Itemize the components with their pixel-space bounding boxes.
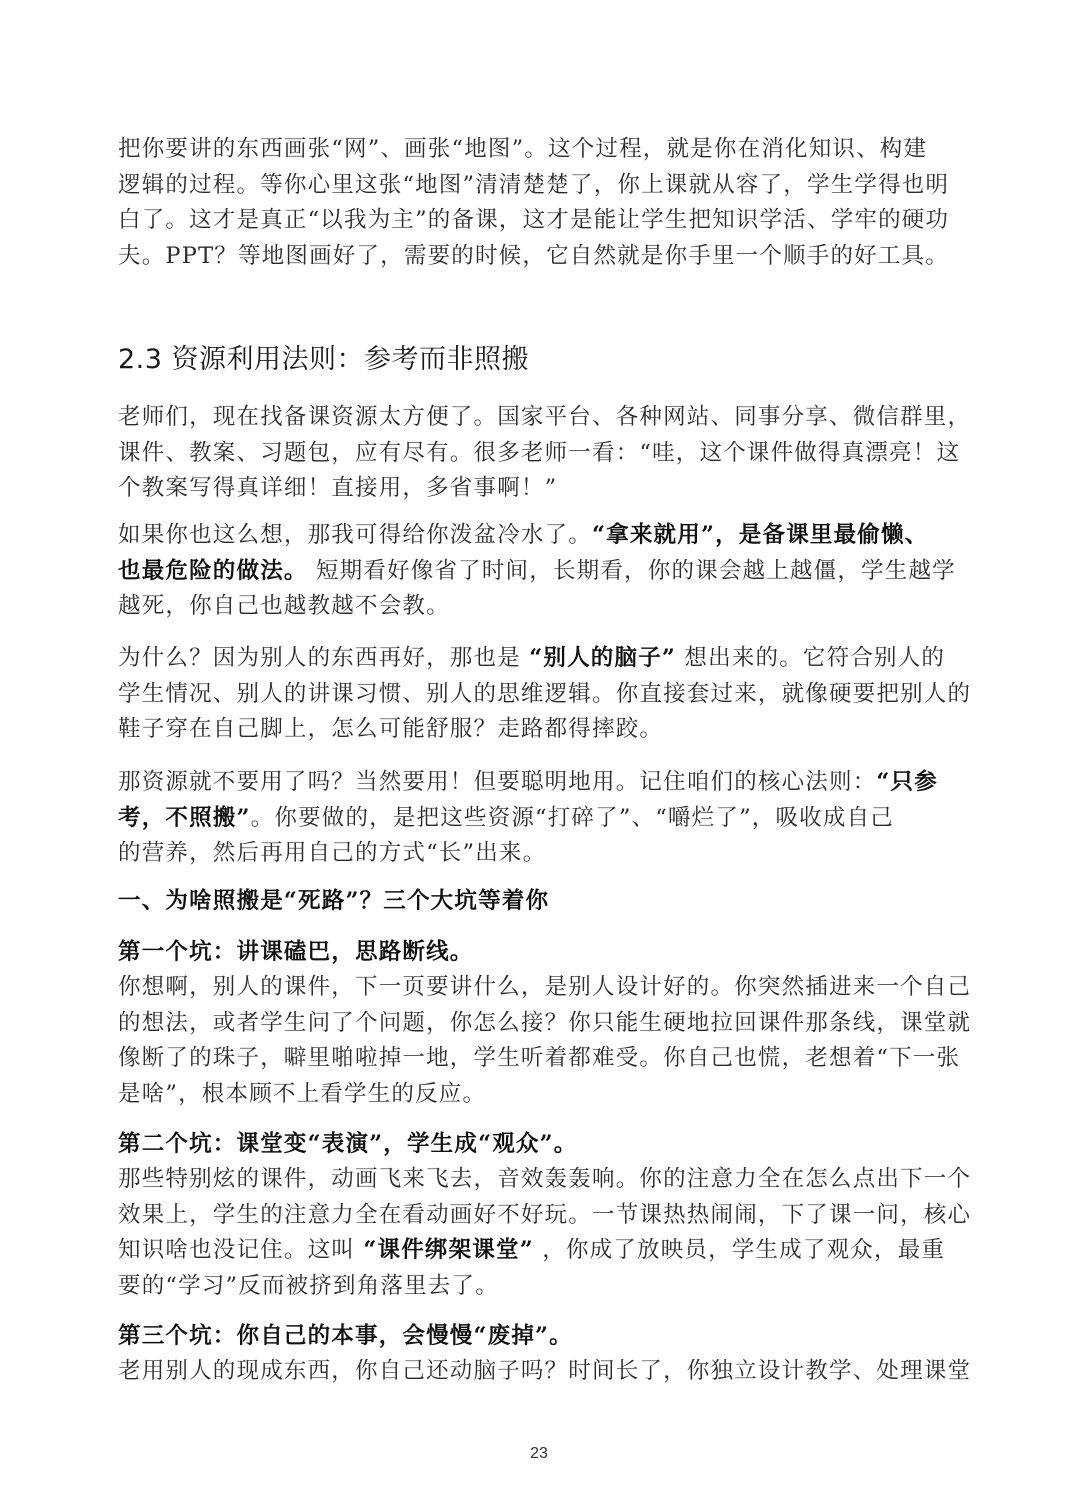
- pit-3-body: [118, 1354, 978, 1390]
- text-line: 白了。这才是真正“以我为主”的备课，这才是能让学生把知识学活、学牢的硬功: [118, 207, 950, 233]
- text-normal: 如果你也这么想，那我可得给你泼盆冷水了。: [118, 522, 593, 548]
- paragraph-map-building: [118, 132, 978, 274]
- text-line: 越死，你自己也越教越不会教。: [118, 593, 450, 619]
- text-line: 效果上，学生的注意力全在看动画好不好玩。一节课热热闹闹，下了课一问，核心: [118, 1201, 972, 1228]
- text-line: 的营养，然后再用自己的方式“长”出来。: [118, 840, 547, 866]
- emphasis-text: 也最危险的做法。: [118, 557, 308, 584]
- subheading-three-pits: 一、为啥照搬是“死路”？三个大坑等着你: [118, 888, 550, 914]
- text-line: [118, 1233, 978, 1269]
- text-line: [118, 765, 978, 801]
- text-line: 学生情况、别人的讲课习惯、别人的思维逻辑。你直接套过来，就像硬要把别人的: [118, 680, 972, 707]
- text-normal: 知识啥也没记住。这叫: [118, 1237, 364, 1263]
- text-line: [118, 554, 978, 590]
- text-normal: 为什么？因为别人的东西再好，那也是: [118, 645, 530, 671]
- text-line: 课件、教案、习题包，应有尽有。很多老师一看：“哇，这个课件做得真漂亮！这: [118, 439, 961, 466]
- pit-2-title: 第二个坑：课堂变“表演”，学生成“观众”。: [118, 1131, 578, 1157]
- page-number: 23: [530, 1445, 548, 1462]
- text-normal: 那资源就不要用了吗？当然要用！但要聪明地用。记住咱们的核心法则：: [118, 769, 877, 795]
- text-line: 那些特别炫的课件，动画飞来飞去，音效轰轰响。你的注意力全在怎么点出下一个: [118, 1166, 972, 1192]
- paragraph-core-rule: [118, 765, 978, 872]
- text-line: 的想法，或者学生问了个问题，你怎么接？你只能生硬地拉回课件那条线，课堂就: [118, 1009, 972, 1036]
- text-normal: 短期看好像省了时间，长期看，你的课会越上越僵，学生越学: [307, 557, 956, 584]
- pit-1-title: 第一个坑：讲课磕巴，思路断线。: [118, 939, 474, 965]
- text-line: 逻辑的过程。等你心里这张“地图”清清楚楚了，你上课就从容了，学生学得也明: [118, 171, 950, 198]
- text-line: 鞋子穿在自己脚上，怎么可能舒服？走路都得摔跤。: [118, 716, 664, 742]
- text-line: 把你要讲的东西画张“网”、画张“地图”。这个过程，就是你在消化知识、构建: [118, 136, 928, 162]
- text-line: 老用别人的现成东西，你自己还动脑子吗？时间长了，你独立设计教学、处理课堂: [118, 1358, 972, 1384]
- paragraph-why: [118, 641, 978, 748]
- text-line: 个教案写得真详细！直接用，多省事啊！”: [118, 475, 558, 501]
- pit-3-title: 第三个坑：你自己的本事，会慢慢“废掉”。: [118, 1323, 573, 1349]
- emphasis-text: “课件绑架课堂”: [363, 1237, 534, 1263]
- text-line: 像断了的珠子，噼里啪啦掉一地，学生听着都难受。你自己也慌，老想着“下一张: [118, 1045, 961, 1071]
- text-normal: ，你成了放映员，学生成了观众，最重: [533, 1237, 946, 1263]
- emphasis-text: 考，不照搬”: [118, 804, 251, 831]
- text-line: 夫。PPT？等地图画好了，需要的时候，它自然就是你手里一个顺手的好工具。: [118, 242, 949, 269]
- text-line: 是啥”，根本顾不上看学生的反应。: [118, 1080, 487, 1107]
- text-line: 要的“学习”反而被挤到角落里去了。: [118, 1272, 499, 1299]
- emphasis-text: “拿来就用”，是备课里最偷懒、: [592, 522, 929, 548]
- pit-1-body: [118, 970, 978, 1112]
- section-heading: 2.3 资源利用法则：参考而非照搬: [118, 344, 530, 375]
- text-line: 老师们，现在找备课资源太方便了。国家平台、各种网站、同事分享、微信群里，: [118, 404, 972, 430]
- emphasis-text: “只参: [876, 769, 938, 795]
- paragraph-cold-water: [118, 518, 978, 625]
- text-line: [118, 801, 978, 837]
- text-normal: 想出来的。它符合别人的: [676, 645, 946, 671]
- emphasis-text: “别人的脑子”: [529, 645, 677, 671]
- paragraph-resources-intro: [118, 400, 978, 507]
- text-normal: 。你要做的，是把这些资源“打碎了”、“嚼烂了”，吸收成自己: [250, 804, 894, 831]
- text-line: 你想啊，别人的课件，下一页要讲什么，是别人设计好的。你突然插进来一个自己: [118, 974, 972, 1000]
- text-line: [118, 518, 978, 554]
- text-line: [118, 641, 978, 677]
- pit-2-body: [118, 1162, 978, 1304]
